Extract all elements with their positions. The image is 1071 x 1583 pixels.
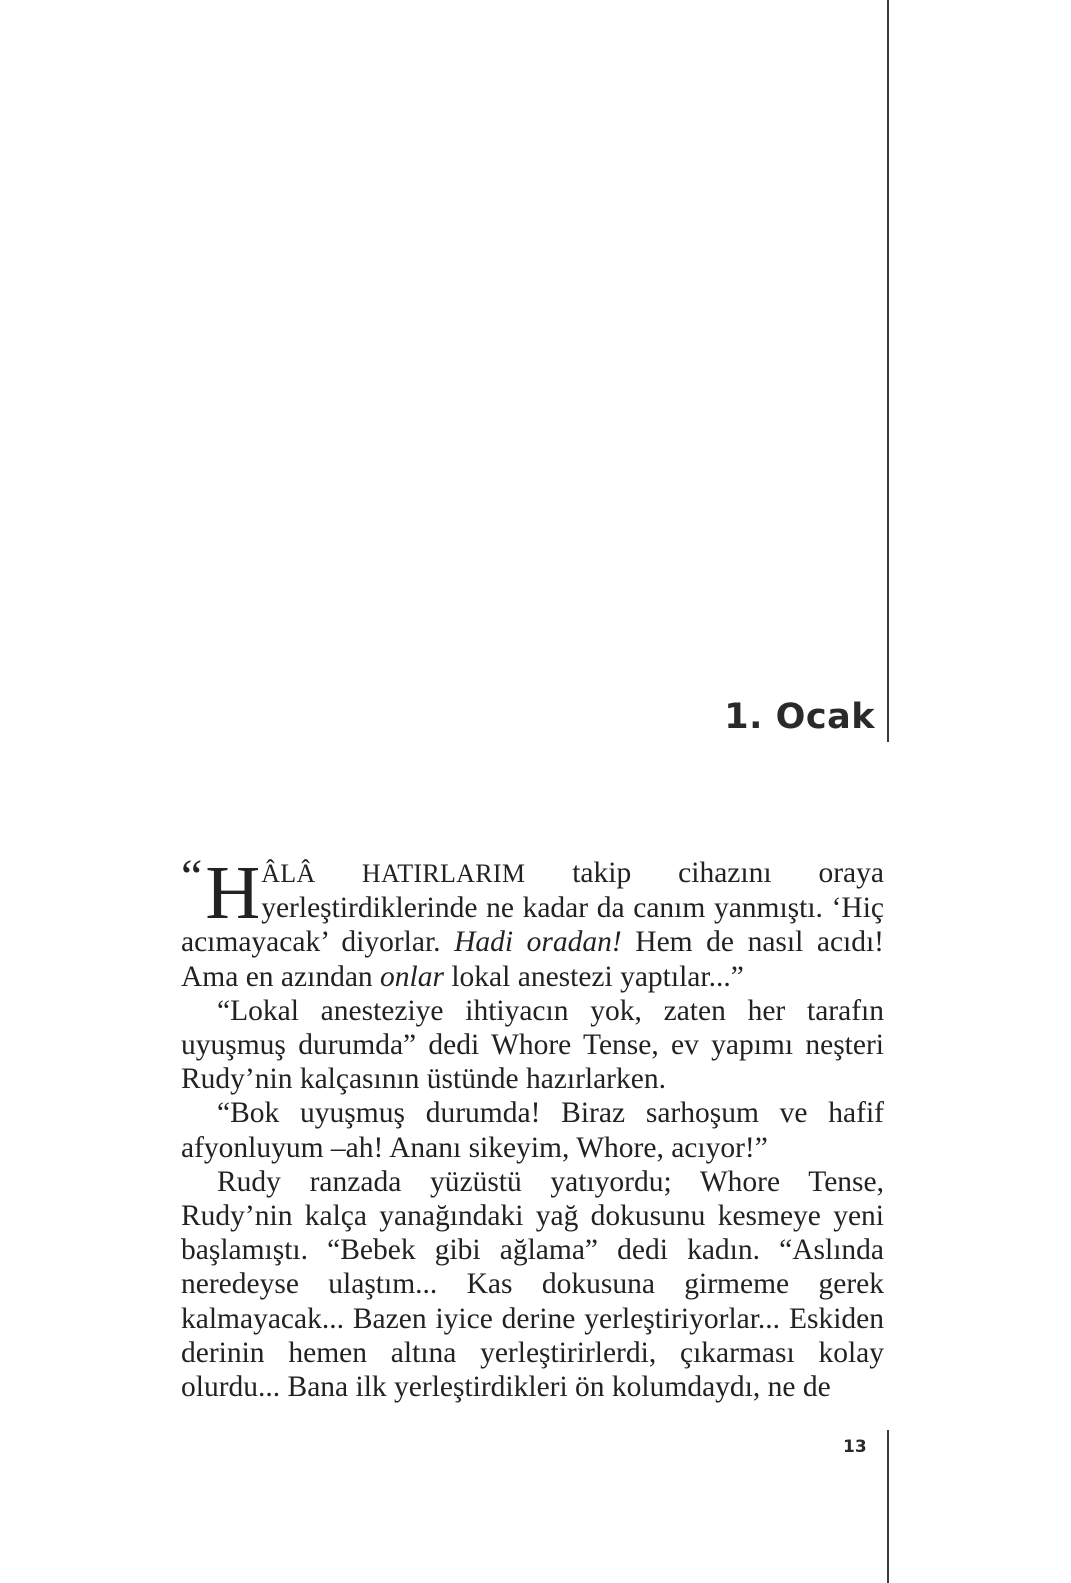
paragraph-1 bbox=[181, 850, 885, 994]
paragraph-3: “Bok uyuşmuş durumda! Biraz sarhoşum ve hafif afyonluyum –ah! Ananı sikeyim, Whore, acıyor!” bbox=[181, 1097, 884, 1164]
paragraph-1-italic-1: Hadi oradan! bbox=[454, 926, 622, 959]
margin-rule-bottom bbox=[887, 1430, 889, 1583]
chapter-title: 1. Ocak bbox=[724, 697, 875, 737]
drop-cap: H bbox=[205, 851, 261, 935]
paragraph-1-text-a: takip cihazını oraya yerleştirdiklerinde ne kadar da canım yanmıştı. ‘Hiç acımayacak’ diyorlar. bbox=[181, 857, 884, 959]
page-number: 13 bbox=[843, 1437, 867, 1457]
small-caps-lead: ÂLÂ HATIRLARIM bbox=[261, 859, 526, 888]
opening-quote: “ bbox=[181, 850, 203, 903]
paragraph-1-text-c: lokal anestezi yaptılar...” bbox=[443, 960, 744, 993]
paragraph-4: Rudy ranzada yüzüstü yatıyordu; Whore Tense, Rudy’nin kalça yanağındaki yağ dokusunu kesmeye yeni başlamıştı. “Bebek gibi ağlama” dedi kadın. “Aslında neredeyse ulaştım... Kas dokusuna girmeme gerek kalmayacak... Bazen iyice derine yerleştiriyorlar... Eskiden derinin hemen altına yerleştirirlerdi, çıkarması kolay olurdu... Bana ilk yerleştirdikleri ön kolumdaydı, ne de bbox=[181, 1165, 884, 1404]
body-text bbox=[181, 850, 885, 1404]
margin-rule-top bbox=[887, 0, 889, 742]
paragraph-1-italic-2: onlar bbox=[380, 960, 444, 993]
paragraph-1-text-b: Hem de nasıl acıdı! Ama en azından bbox=[181, 926, 885, 993]
paragraph-2: “Lokal anesteziye ihtiyacın yok, zaten her tarafın uyuşmuş durumda” dedi Whore Tense, ev yapımı neşteri Rudy’nin kalçasının üstünde hazırlarken. bbox=[181, 994, 884, 1096]
